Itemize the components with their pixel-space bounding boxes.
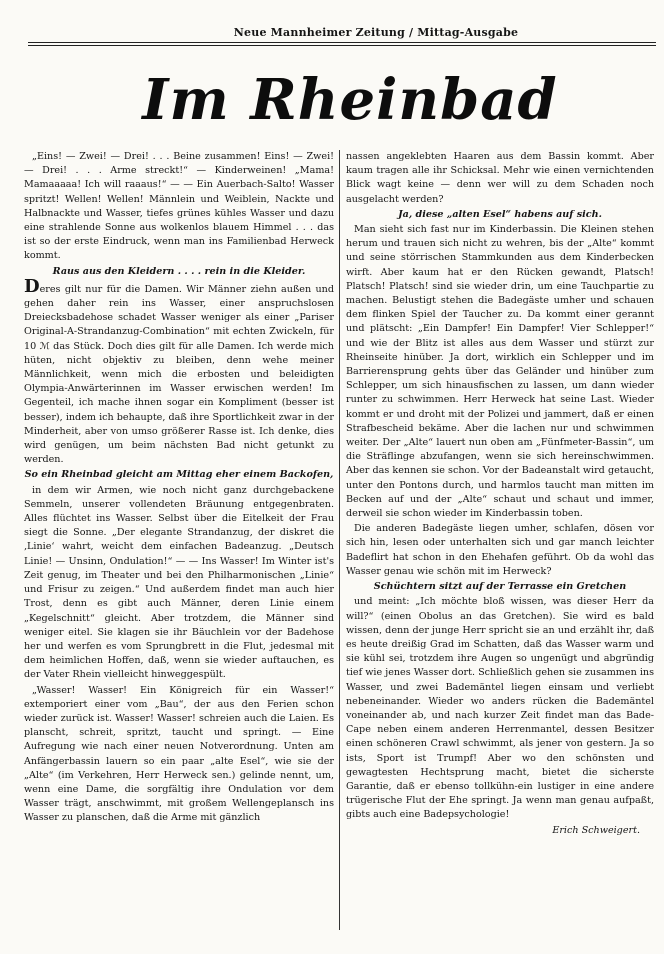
left-column bbox=[24, 150, 334, 827]
paragraph-kingdom: „Wasser! Wasser! Ein Königreich für ein Wasser!“ extemporiert einer vom „Bau“, der aus den Ferien schon wieder zurück ist. Wasser! Wasser! schreien auch die Laien. Es planscht, schreit, spritzt, taucht und springt. — Eine Aufregung wie nach einer neuen Notverordnung. Unten am Anfängerbassin lauern so ein paar „alte Esel“, wie sie der „Alte“ (im Verkehren, Herr Herweck sen.) gelinde nennt, um, wenn eine Dame, die sorgfältig ihre Ondulation vor dem Wasser trägt, anschwimmt, mit großem Wellengeplansch ins Wasser zu planschen, daß die Arme mit gänzlich bbox=[24, 684, 334, 824]
drop-cap: D bbox=[24, 275, 40, 297]
paragraph-ladies bbox=[24, 275, 334, 468]
paragraph-ladies-text: eres gilt nur für die Damen. Wir Männer ziehn außen und gehen daher rein ins Wasser, einer anspruchslosen Dreiecksbadehose schadet Wasser weniger als einer „Pariser Original-A-Strandanzug-Combination“ mit echten Zwickeln, für 10 ℳ das Stück. Doch dies gilt für alle Damen. Ich werde mich hüten, nicht objektiv zu bleiben, denn wehe meiner Männlichkeit, wenn mich die erbosten und beleidigten Olympia-Anwärterinnen im Wasser erwischen werden! Im Gegenteil, ich mache ihnen sogar ein Kompliment (besser ist besser), indem ich behaupte, daß ihre Sportlichkeit zwar in der Minderheit, aber von umso größerer Rasse ist. Ich denke, dies wird genügen, um beim nächsten Bad nicht getunkt zu werden. bbox=[24, 283, 334, 466]
paragraph-continuation: nassen angeklebten Haaren aus dem Bassin kommt. Aber kaum tragen alle ihr Schicksal. Mehr wie einen vernichtenden Blick wagt keine — denn wer will zu dem Schaden noch ausgelacht werden? bbox=[346, 151, 654, 205]
masthead-rule-top bbox=[28, 42, 656, 43]
paragraph-oven: in dem wir Armen, wie noch nicht ganz durchgebackene Semmeln, unserer vollendeten Bräunung entgegenbraten. Alles flüchtet ins Wasser. Selbst über die Eitelkeit der Frau siegt die Sonne. „Der elegante Strandanzug, der diskret die ‚Linie‘ wahrt, weicht dem einfachen Badeanzug. „Deutsch Linie! — Unsinn, Ondulation!“ — — Ins Wasser! Im Winter ist's Zeit genug, im Theater und bei den Philharmonischen „Linie“ und Frisur zu zeigen.“ Und außerdem findet man auch hier Trost, denn es gibt auch Männer, deren Linie einem „Kegelschnitt“ gleicht. Aber trotzdem, die Männer sind weniger eitel. Sie klagen sie ihr Bäuchlein vor der Badehose her und werfen es vom Sprungbrett in die Flut, jedesmal mit dem heimlichen Hoffen, daß, wenn sie wieder auftauchen, es der Vater Rhein vielleicht hinweggespült. bbox=[24, 484, 334, 681]
masthead: Neue Mannheimer Zeitung / Mittag-Ausgabe bbox=[233, 26, 519, 39]
subheading-oven: So ein Rheinbad gleicht am Mittag eher einem Backofen, bbox=[24, 469, 334, 481]
paragraph-gretchen: und meint: „Ich möchte bloß wissen, was dieser Herr da will?“ (einen Obolus an das Gretchen). Sie wird es bald wissen, denn der junge Herr spricht sie an und erzählt ihr, daß es heute dreißig Grad im Schatten, daß das Wasser warm und sie kühl sei, trotzdem ihre Augen so ungenügt und abgründig tief wie jenes Wasser dort. Schließlich gehen sie zusammen ins Wasser, und zwei Bademäntel liegen einsam und verliebt nebeneinander. Wieder wo anders rücken die Bademäntel voneinander ab, und nach kurzer Zeit findet man das Bade-Cape neben einem anderen Herrenmantel, dessen Besitzer einen schöneren Crawl schwimmt, als jener von gestern. Ja so ists, Sport ist Trumpf! Aber wo den schönsten und gewagtesten Hechtsprung macht, bietet die sicherste Garantie, daß er ebenso tollkühn-ein lustiger in eine andere trügerische Flut der Ehe springt. Ja wenn man genau aufpaßt, gibts auch eine Badepsychologie! bbox=[346, 596, 654, 821]
paragraph-other-guests: Die anderen Badegäste liegen umher, schlafen, dösen vor sich hin, lesen oder unterhalten sich und gar manch leichter Badeflirt hat schon in den Ehehafen geführt. Ob da wohl das Wasser genau wie schön mit im Herweck? bbox=[346, 523, 654, 577]
author-signature: Erich Schweigert. bbox=[552, 824, 640, 836]
subheading-old-donkeys: Ja, diese „alten Esel“ habens auf sich. bbox=[398, 208, 602, 220]
column-divider bbox=[339, 150, 340, 930]
article-headline: Im Rheinbad bbox=[142, 67, 558, 133]
paragraph-kids-pool: Man sieht sich fast nur im Kinderbassin. Die Kleinen stehen herum und trauen sich nicht zu wehren, bis der „Alte“ kommt und seine störrischen Stammkunden aus dem Kinderbecken wirft. Aber kaum hat er den Rücken gewandt, Platsch! Platsch! Platsch! sind sie wieder drin, um eine Tauchpartie zu machen. Belustigt stehen die Badegäste umher und schauen dem flinken Spiel der Taucher zu. Da kommt einer gerannt und plätscht: „Ein Dampfer! Ein Dampfer! Vier Schlepper!“ und wie der Blitz ist alles aus dem Wasser und stürzt zur Rheinseite hinüber. Ja dort, wirklich ein Schlepper und im Barrierensprung gehts über das Geländer und hinüber zum Schlepper, um sich hinausfischen zu lassen, um dann wieder runter zu schwimmen. Herr Herweck hat seine Last. Wieder kommt er und droht mit der Polizei und jammert, daß er einen Strafbescheid bekäme. Aber die lachen nur und schwimmen weiter. Der „Alte“ lauert nun oben am „Fünfmeter-Bassin“, um die Sträflinge abzufangen, wenn sie sich hereinschwimmen. Aber das kennen sie schon. Vor der Badeanstalt wird getaucht, unter den Pontons durch, und harmlos taucht man mitten im Becken auf und der „Alte“ schaut und schaut und immer, derweil sie schon wieder im Kinderbassin toben. bbox=[346, 224, 654, 520]
intro-paragraph: „Eins! — Zwei! — Drei! . . . Beine zusammen! Eins! — Zwei! — Drei! . . . Arme streckt!“ — Kinderweinen! „Mama! Mamaaaaa! Ich will raaaus!“ — — Ein Auerbach-Salto! Wasser spritzt! Wellen! Wellen! Männlein und Weiblein, Nackte und Halbnackte und Wasser, tiefes grünes kühles Wasser und dazu eine strahlende Sonne aus wolkenlos blauem Himmel . . . das ist so der erste Eindruck, wenn man ins Familienbad Herweck kommt. bbox=[24, 151, 334, 262]
subheading-gretchen: Schüchtern sitzt auf der Terrasse ein Gretchen bbox=[373, 581, 627, 593]
masthead-rule-bottom bbox=[28, 45, 656, 46]
right-column bbox=[346, 150, 654, 839]
subheading-clothes: Raus aus den Kleidern . . . . rein in die Kleider. bbox=[52, 265, 306, 277]
